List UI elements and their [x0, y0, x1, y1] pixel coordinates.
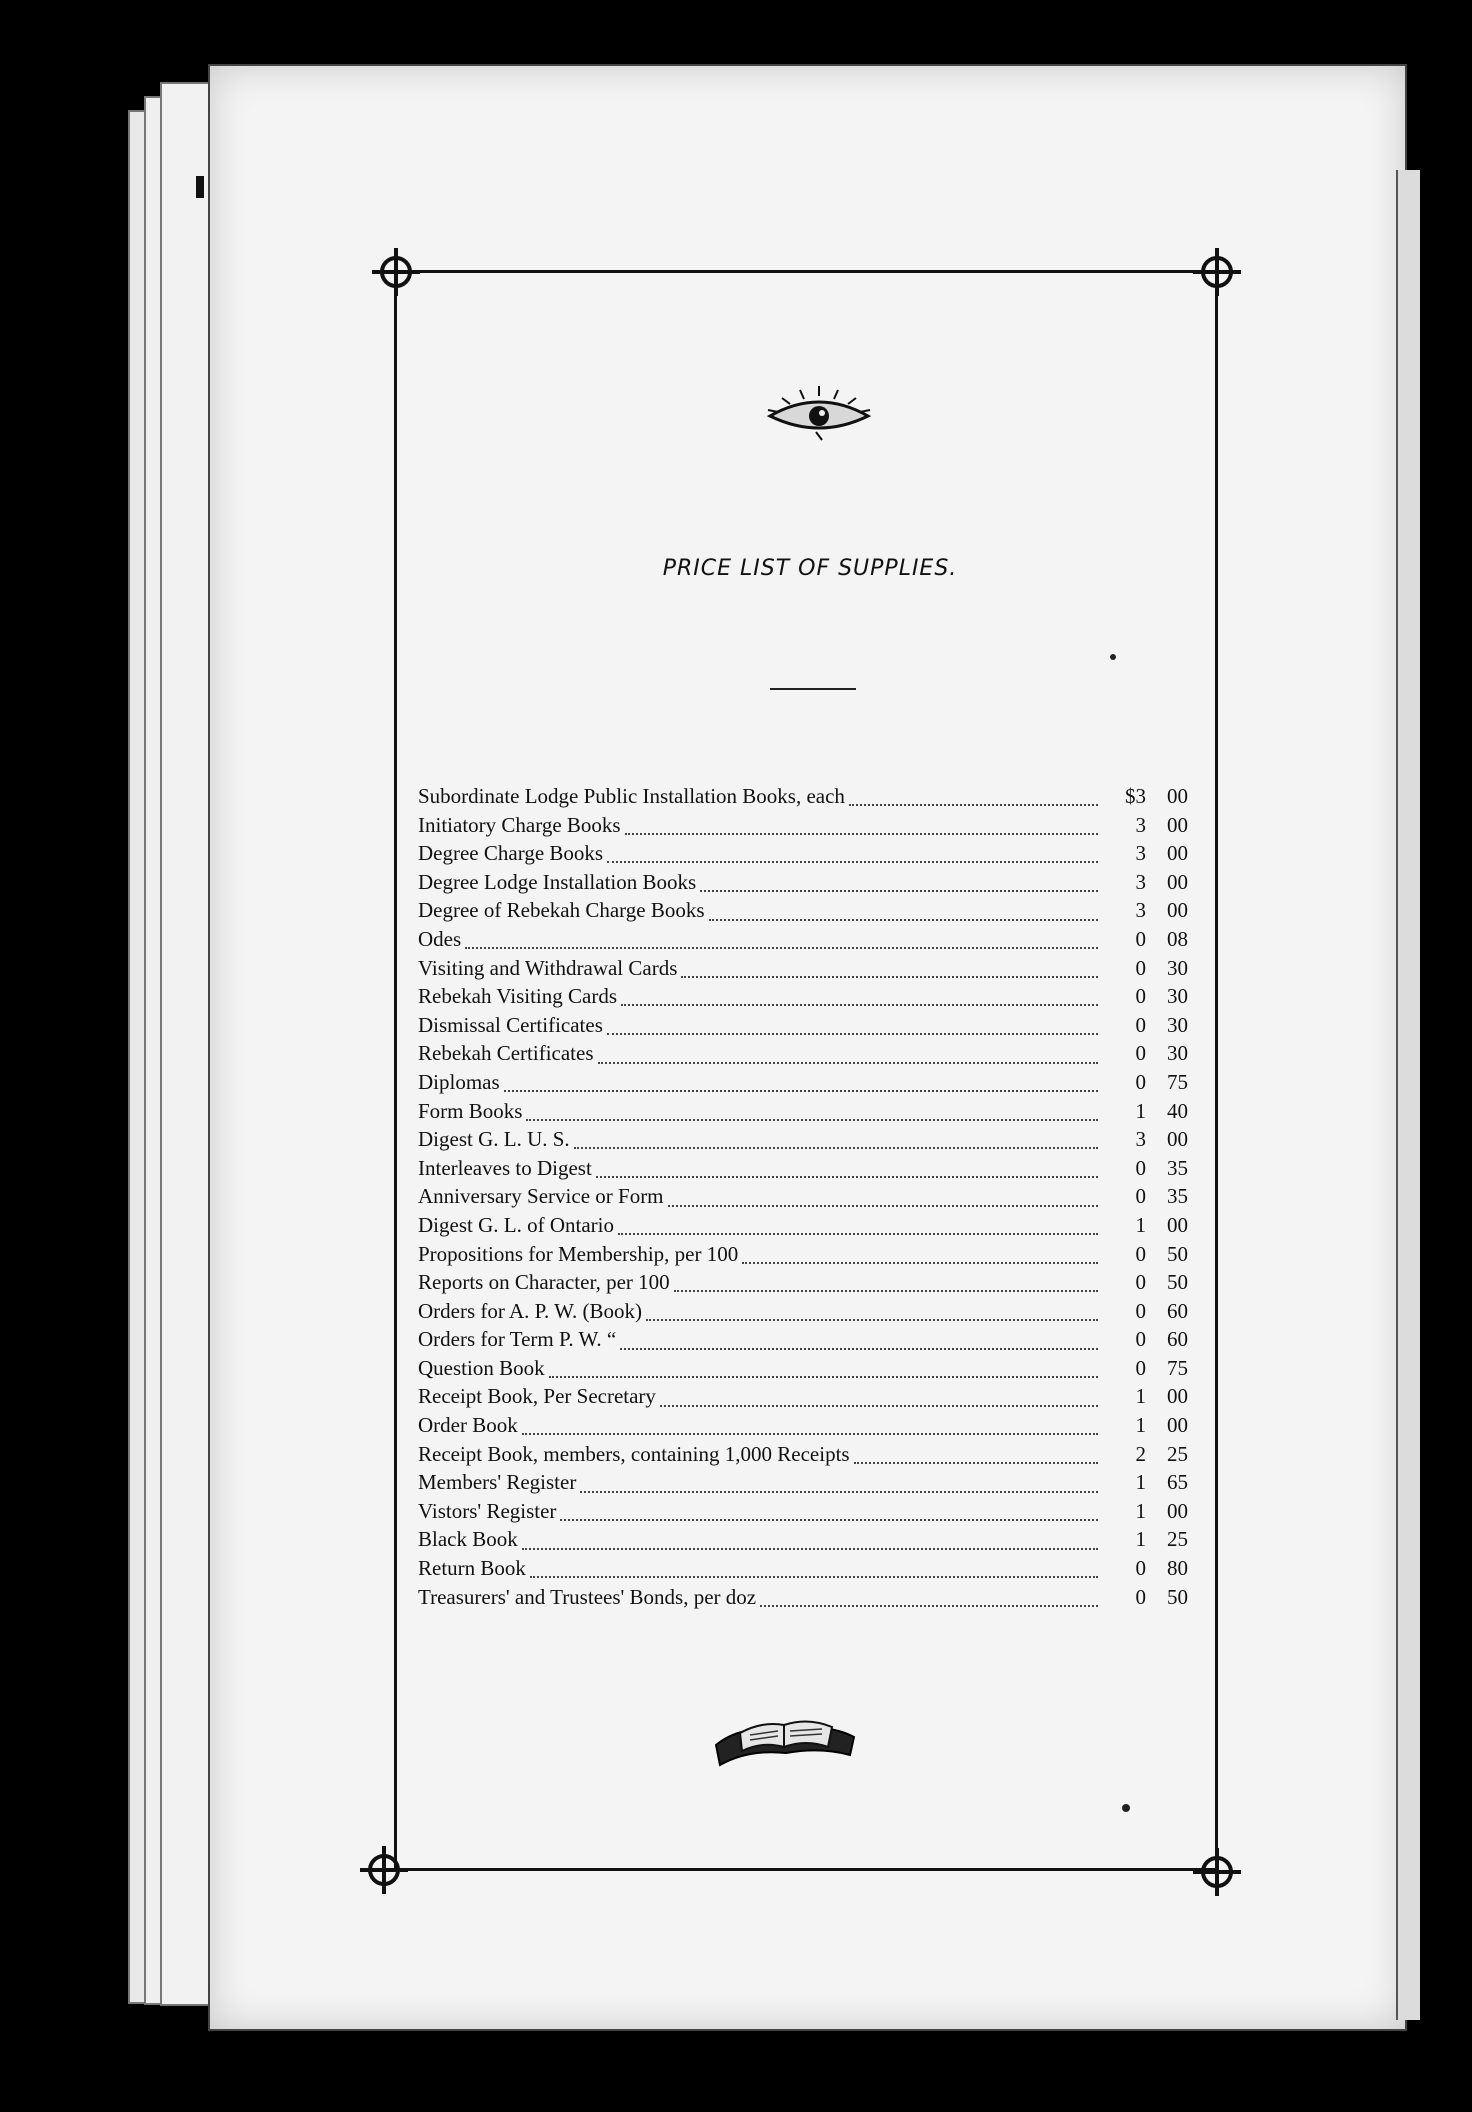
item-label: Order Book	[418, 1413, 518, 1438]
leader-dots	[596, 1176, 1098, 1178]
corner-crosshair-icon	[358, 1844, 410, 1896]
item-label: Receipt Book, Per Secretary	[418, 1384, 656, 1409]
item-dollars: 1	[1135, 1470, 1146, 1495]
item-cents: 75	[1167, 1069, 1188, 1094]
item-dollars: 0	[1135, 1270, 1146, 1295]
edge-mark	[196, 176, 204, 198]
item-dollars: 0	[1135, 1155, 1146, 1180]
item-dollars: 0	[1135, 926, 1146, 951]
price-list-row	[418, 1242, 1188, 1271]
item-dollars: 0	[1135, 1355, 1146, 1380]
item-cents: 00	[1167, 841, 1188, 866]
corner-crosshair-icon	[370, 246, 422, 298]
leader-dots	[700, 890, 1098, 892]
item-label: Degree of Rebekah Charge Books	[418, 898, 705, 923]
item-label: Orders for Term P. W. “	[418, 1327, 617, 1352]
item-label: Anniversary Service or Form	[418, 1184, 664, 1209]
leader-dots	[598, 1062, 1098, 1064]
item-cents: 80	[1167, 1556, 1188, 1581]
price-list-row	[418, 1270, 1188, 1299]
item-dollars: 0	[1135, 1298, 1146, 1323]
item-dollars: 3	[1135, 898, 1146, 923]
item-label: Treasurers' and Trustees' Bonds, per doz	[418, 1584, 757, 1609]
item-cents: 30	[1167, 984, 1188, 1009]
leader-dots	[522, 1433, 1098, 1435]
leader-dots	[522, 1548, 1098, 1550]
frame-right-line	[1215, 272, 1218, 1868]
price-list-row	[418, 1184, 1188, 1213]
item-dollars: 0	[1135, 1241, 1146, 1266]
price-list-row	[418, 1527, 1188, 1556]
price-list-row	[418, 1213, 1188, 1242]
item-label: Diplomas	[418, 1069, 500, 1094]
item-cents: 40	[1167, 1098, 1188, 1123]
item-label: Orders for A. P. W. (Book)	[418, 1298, 642, 1323]
leader-dots	[607, 861, 1098, 863]
item-label: Visiting and Withdrawal Cards	[418, 955, 678, 980]
item-label: Receipt Book, members, containing 1,000 Receipts	[418, 1441, 850, 1466]
leader-dots	[549, 1376, 1098, 1378]
item-dollars: 1	[1135, 1212, 1146, 1237]
item-cents: 35	[1167, 1155, 1188, 1180]
item-dollars: 0	[1135, 1584, 1146, 1609]
item-label: Rebekah Certificates	[418, 1041, 594, 1066]
leader-dots	[760, 1605, 1098, 1607]
item-dollars: $3	[1125, 784, 1146, 808]
item-cents: 00	[1167, 1212, 1188, 1237]
price-list-row	[418, 898, 1188, 927]
item-dollars: 1	[1135, 1384, 1146, 1409]
item-cents: 00	[1167, 1127, 1188, 1152]
item-cents: 30	[1167, 1041, 1188, 1066]
price-list-row	[418, 984, 1188, 1013]
price-list-row	[418, 1127, 1188, 1156]
frame-left-line	[394, 272, 397, 1868]
price-list-row	[418, 1070, 1188, 1099]
item-label: Degree Charge Books	[418, 841, 604, 866]
item-cents: 25	[1167, 1441, 1188, 1466]
price-list-row	[418, 1556, 1188, 1585]
leader-dots	[560, 1519, 1098, 1521]
leader-dots	[849, 804, 1098, 806]
price-list-row	[418, 1156, 1188, 1185]
item-cents: 35	[1167, 1184, 1188, 1209]
leader-dots	[526, 1119, 1098, 1121]
price-list-row	[418, 1041, 1188, 1070]
corner-crosshair-icon	[1191, 1846, 1243, 1898]
speck	[1122, 1804, 1130, 1812]
leader-dots	[465, 947, 1098, 949]
item-dollars: 0	[1135, 984, 1146, 1009]
item-cents: 08	[1167, 926, 1188, 951]
item-label: Digest G. L. of Ontario	[418, 1212, 614, 1237]
price-list-row	[418, 1470, 1188, 1499]
price-list-row	[418, 1413, 1188, 1442]
leader-dots	[674, 1290, 1098, 1292]
price-list-row	[418, 956, 1188, 985]
leader-dots	[504, 1090, 1098, 1092]
item-cents: 50	[1167, 1584, 1188, 1609]
speck	[1110, 654, 1116, 660]
title-divider	[770, 688, 856, 690]
item-cents: 00	[1167, 1384, 1188, 1409]
all-seeing-eye-icon	[760, 382, 878, 444]
item-label: Subordinate Lodge Public Installation Books, each	[418, 784, 845, 808]
leader-dots	[607, 1033, 1098, 1035]
item-label: Dismissal Certificates	[418, 1012, 603, 1037]
item-label: Interleaves to Digest	[418, 1155, 592, 1180]
item-cents: 00	[1167, 812, 1188, 837]
item-label: Form Books	[418, 1098, 523, 1123]
item-dollars: 0	[1135, 1184, 1146, 1209]
item-label: Reports on Character, per 100	[418, 1270, 670, 1295]
leader-dots	[646, 1319, 1098, 1321]
price-list-row	[418, 1442, 1188, 1471]
item-cents: 25	[1167, 1527, 1188, 1552]
holy-bible-icon	[710, 1707, 860, 1777]
leader-dots	[580, 1491, 1098, 1493]
price-list-row	[418, 1013, 1188, 1042]
item-cents: 50	[1167, 1270, 1188, 1295]
item-dollars: 3	[1135, 812, 1146, 837]
item-cents: 65	[1167, 1470, 1188, 1495]
item-dollars: 0	[1135, 1041, 1146, 1066]
leader-dots	[625, 833, 1098, 835]
price-list-row	[418, 1327, 1188, 1356]
leader-dots	[742, 1262, 1098, 1264]
price-list-row	[418, 1585, 1188, 1614]
leader-dots	[621, 1004, 1098, 1006]
price-list-row	[418, 1384, 1188, 1413]
leader-dots	[854, 1462, 1098, 1464]
price-list-row	[418, 1099, 1188, 1128]
price-list-row	[418, 841, 1188, 870]
leader-dots	[660, 1405, 1098, 1407]
item-dollars: 3	[1135, 841, 1146, 866]
item-dollars: 0	[1135, 1327, 1146, 1352]
item-dollars: 0	[1135, 955, 1146, 980]
item-cents: 60	[1167, 1298, 1188, 1323]
item-cents: 00	[1167, 1413, 1188, 1438]
leader-dots	[574, 1147, 1098, 1149]
leader-dots	[618, 1233, 1098, 1235]
price-list-row	[418, 927, 1188, 956]
item-label: Black Book	[418, 1527, 518, 1552]
item-cents: 30	[1167, 955, 1188, 980]
price-list	[418, 784, 1188, 1613]
item-label: Odes	[418, 926, 462, 951]
item-label: Degree Lodge Installation Books	[418, 869, 697, 894]
item-label: Vistors' Register	[418, 1498, 557, 1523]
item-dollars: 1	[1135, 1498, 1146, 1523]
item-dollars: 2	[1135, 1441, 1146, 1466]
frame-top-line	[396, 270, 1218, 273]
item-label: Rebekah Visiting Cards	[418, 984, 617, 1009]
leader-dots	[709, 919, 1098, 921]
leader-dots	[620, 1348, 1098, 1350]
item-label: Members' Register	[418, 1470, 577, 1495]
item-dollars: 0	[1135, 1069, 1146, 1094]
leader-dots	[668, 1205, 1098, 1207]
item-dollars: 3	[1135, 1127, 1146, 1152]
item-dollars: 0	[1135, 1556, 1146, 1581]
item-dollars: 1	[1135, 1098, 1146, 1123]
item-label: Question Book	[418, 1355, 545, 1380]
item-label: Initiatory Charge Books	[418, 812, 621, 837]
frame-bottom-line	[396, 1868, 1218, 1871]
item-cents: 60	[1167, 1327, 1188, 1352]
page-title: PRICE LIST OF SUPPLIES.	[662, 556, 958, 581]
price-list-row	[418, 813, 1188, 842]
item-label: Propositions for Membership, per 100	[418, 1241, 739, 1266]
item-cents: 00	[1167, 869, 1188, 894]
price-list-row	[418, 870, 1188, 899]
leader-dots	[530, 1576, 1098, 1578]
price-list-row	[418, 784, 1188, 813]
item-label: Digest G. L. U. S.	[418, 1127, 570, 1152]
item-cents: 00	[1167, 1498, 1188, 1523]
page-edge-right	[1396, 170, 1420, 2020]
item-cents: 00	[1167, 898, 1188, 923]
item-cents: 75	[1167, 1355, 1188, 1380]
item-dollars: 0	[1135, 1012, 1146, 1037]
item-cents: 50	[1167, 1241, 1188, 1266]
item-label: Return Book	[418, 1556, 526, 1581]
item-dollars: 1	[1135, 1527, 1146, 1552]
item-cents: 30	[1167, 1012, 1188, 1037]
item-dollars: 1	[1135, 1413, 1146, 1438]
price-list-row	[418, 1356, 1188, 1385]
item-dollars: 3	[1135, 869, 1146, 894]
item-cents: 00	[1167, 784, 1188, 808]
price-list-row	[418, 1499, 1188, 1528]
corner-crosshair-icon	[1191, 246, 1243, 298]
price-list-row	[418, 1299, 1188, 1328]
leader-dots	[681, 976, 1098, 978]
